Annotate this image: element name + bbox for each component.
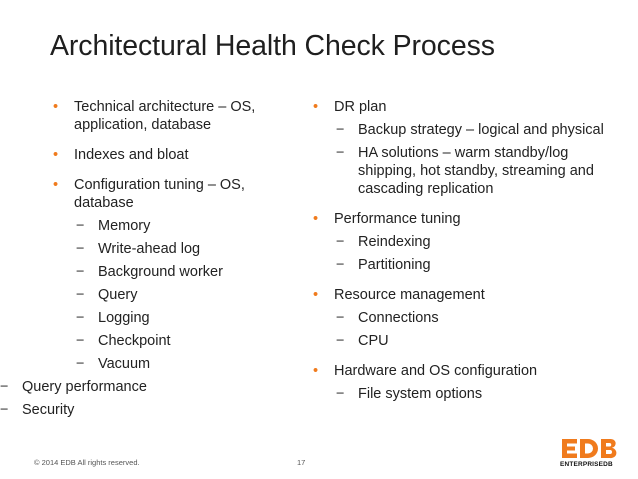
dash-marker: − (76, 264, 85, 280)
right-column (313, 98, 638, 403)
dash-marker: − (336, 257, 345, 273)
sub-bullet-item (53, 217, 303, 235)
sub-bullet-item (313, 309, 638, 327)
sub-bullet-item (313, 233, 638, 251)
dash-marker: − (76, 218, 85, 234)
bullet-item (53, 146, 303, 164)
sub-bullet-item (0, 401, 303, 419)
sub-bullet-item (313, 332, 638, 350)
bullet-text-line: Backup strategy – logical and physical (358, 122, 604, 138)
bullet-text-line: Vacuum (98, 356, 151, 372)
bullet-text-line: Query performance (22, 379, 147, 395)
sub-bullet-item (313, 144, 638, 198)
bullet-text-line: CPU (358, 333, 389, 349)
bullet-text-line: HA solutions – warm standby/log (358, 145, 569, 161)
bullet-item (313, 210, 638, 228)
sub-bullet-item (53, 263, 303, 281)
dash-marker: − (76, 241, 85, 257)
bullet-item (313, 98, 638, 116)
bullet-text-line: Query (98, 287, 138, 303)
bullet-text-line: Logging (98, 310, 150, 326)
sub-bullet-item (0, 378, 303, 396)
bullet-text-line: Indexes and bloat (74, 147, 189, 163)
dash-marker: − (336, 333, 345, 349)
sub-bullet-item (53, 240, 303, 258)
bullet-text-line: Checkpoint (98, 333, 171, 349)
dash-marker: − (336, 122, 345, 138)
dash-marker: − (0, 379, 9, 395)
bullet-text-line: Reindexing (358, 234, 431, 250)
bullet-text-line: Write-ahead log (98, 241, 201, 257)
bullet-text-line: shipping, hot standby, streaming and (358, 163, 594, 179)
bullet-text-line: Background worker (98, 264, 223, 280)
page-number: 17 (297, 458, 306, 467)
bullet-marker: • (313, 363, 319, 379)
dash-marker: − (76, 333, 85, 349)
bullet-text-line: Memory (98, 218, 151, 234)
sub-bullet-item (53, 355, 303, 373)
bullet-text-line: File system options (358, 386, 483, 402)
sub-bullet-item (313, 121, 638, 139)
bullet-marker: • (53, 147, 59, 163)
dash-marker: − (336, 386, 345, 402)
dash-marker: − (76, 287, 85, 303)
bullet-text-line: application, database (74, 117, 212, 133)
sub-bullet-item (53, 332, 303, 350)
bullet-text-line: Configuration tuning – OS, (74, 177, 245, 193)
dash-marker: − (336, 145, 345, 161)
edb-logo-mark (560, 437, 620, 461)
bullet-text-line: Security (22, 402, 75, 418)
bullet-marker: • (53, 99, 59, 115)
bullet-marker: • (313, 99, 319, 115)
bullet-item (53, 98, 303, 134)
dash-marker: − (0, 402, 9, 418)
bullet-text-line: Technical architecture – OS, (74, 99, 256, 115)
edb-logo (560, 437, 620, 470)
sub-bullet-item (53, 309, 303, 327)
copyright-footer: © 2014 EDB All rights reserved. (34, 458, 140, 467)
slide-title: Architectural Health Check Process (50, 30, 495, 62)
bullet-marker: • (313, 211, 319, 227)
bullet-text-line: Connections (358, 310, 439, 326)
bullet-text-line: Performance tuning (334, 211, 461, 227)
bullet-item (53, 176, 303, 212)
dash-marker: − (76, 310, 85, 326)
dash-marker: − (336, 310, 345, 326)
bullet-marker: • (313, 287, 319, 303)
bullet-item (313, 286, 638, 304)
bullet-text-line: cascading replication (358, 181, 494, 197)
bullet-marker: • (53, 177, 59, 193)
dash-marker: − (336, 234, 345, 250)
bullet-text-line: Hardware and OS configuration (334, 363, 538, 379)
dash-marker: − (76, 356, 85, 372)
bullet-text-line: Partitioning (358, 257, 431, 273)
bullet-text-line: Resource management (334, 287, 485, 303)
left-column (0, 98, 303, 419)
edb-logo-wordmark: ENTERPRISEDB (560, 461, 613, 468)
bullet-text-line: DR plan (334, 99, 387, 115)
bullet-item (313, 362, 638, 380)
sub-bullet-item (53, 286, 303, 304)
sub-bullet-item (313, 256, 638, 274)
sub-bullet-item (313, 385, 638, 403)
bullet-text-line: database (74, 195, 134, 211)
